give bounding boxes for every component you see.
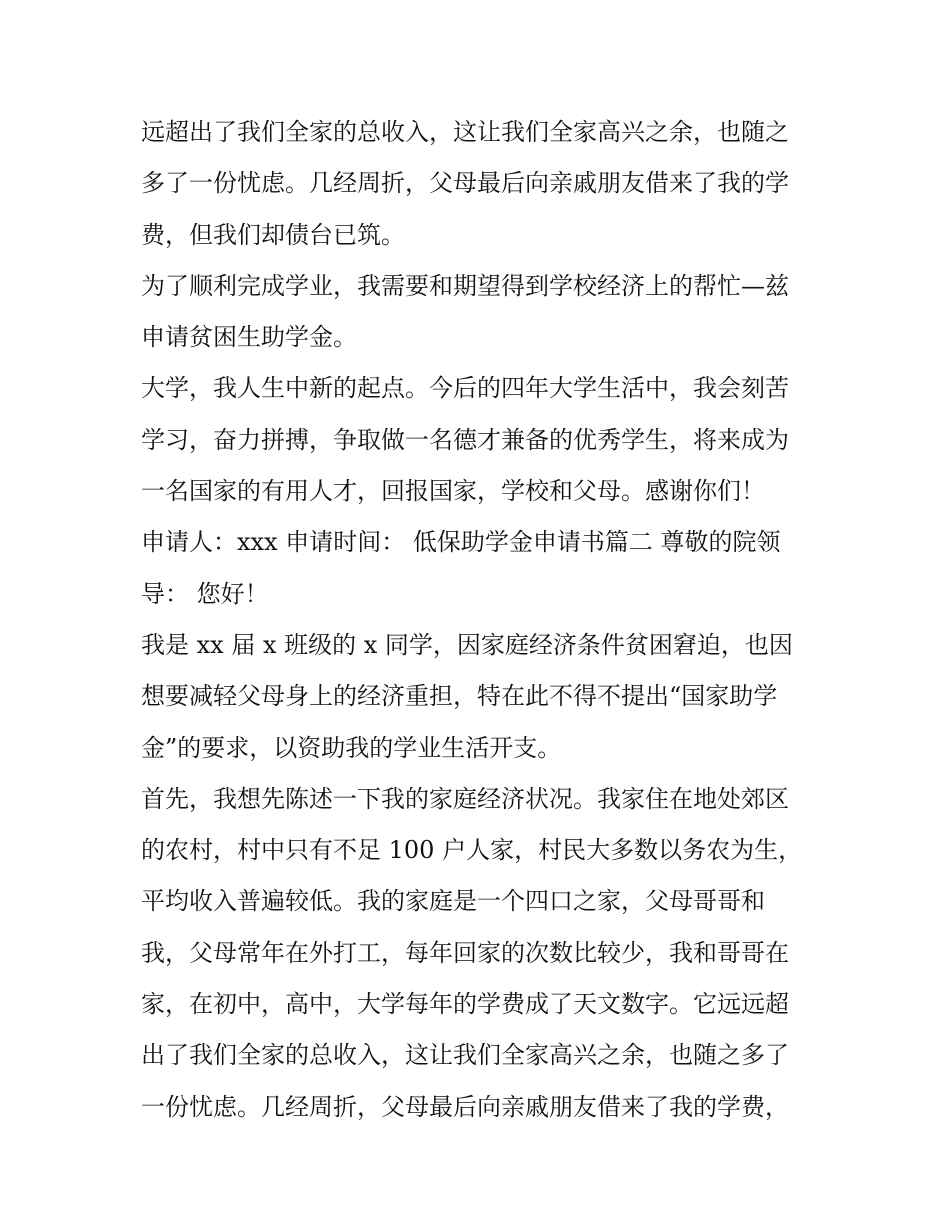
document-body [141, 107, 821, 1133]
text-line: 我是 xx 届 x 班级的 x 同学，因家庭经济条件贫困窘迫，也因 [141, 630, 793, 659]
text-line: 首先，我想先陈述一下我的家庭经济状况。我家住在地处郊区 [141, 784, 789, 813]
text-line: 学习，奋力拼搏，争取做一名德才兼备的优秀学生，将来成为 [141, 425, 789, 454]
text-line: 家，在初中，高中，大学每年的学费成了天文数字。它远远超 [141, 990, 789, 1019]
text-line: 想要减轻父母身上的经济重担，特在此不得不提出“国家助学 [141, 682, 778, 711]
text-line: 平均收入普遍较低。我的家庭是一个四口之家，父母哥哥和 [141, 887, 765, 916]
text-line: 申请贫困生助学金。 [141, 323, 357, 352]
text-line: 远超出了我们全家的总收入，这让我们全家高兴之余，也随之 [141, 118, 789, 146]
text-line: 申请人：xxx 申请时间： 低保助学金申请书篇二 尊敬的院领 [141, 528, 781, 557]
text-line: 一名国家的有用人才，回报国家，学校和父母。感谢你们！ [141, 477, 765, 506]
text-line: 费，但我们却债台已筑。 [141, 220, 405, 249]
text-line: 的农村，村中只有不足 100 户人家，村民大多数以务农为生， [141, 836, 803, 865]
text-line: 一份忧虑。几经周折，父母最后向亲戚朋友借来了我的学费， [141, 1092, 789, 1121]
text-line: 我，父母常年在外打工，每年回家的次数比较少，我和哥哥在 [141, 938, 789, 967]
text-line: 为了顺利完成学业，我需要和期望得到学校经济上的帮忙—兹 [141, 271, 789, 300]
text-line: 出了我们全家的总收入，这让我们全家高兴之余，也随之多了 [141, 1041, 789, 1070]
text-line: 大学，我人生中新的起点。今后的四年大学生活中，我会刻苦 [141, 374, 789, 403]
text-line: 多了一份忧虑。几经周折，父母最后向亲戚朋友借来了我的学 [141, 169, 789, 198]
text-line: 导： 您好！ [141, 579, 269, 608]
text-line: 金”的要求，以资助我的学业生活开支。 [141, 733, 562, 762]
